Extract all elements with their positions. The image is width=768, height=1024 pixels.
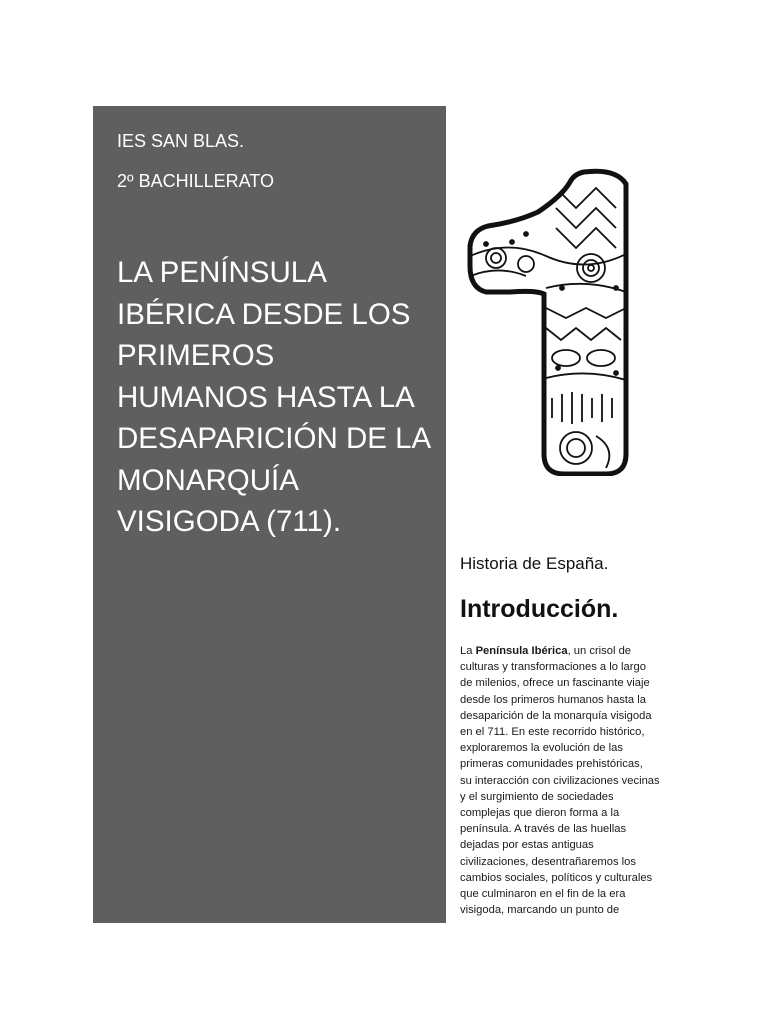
- decorated-number-one-icon: [466, 168, 668, 476]
- paragraph-line: culturas y transformaciones a lo largo: [460, 661, 646, 674]
- section-heading: Introducción.: [460, 595, 619, 623]
- paragraph-line: que culminaron en el fin de la era: [460, 888, 626, 901]
- subject-label: Historia de España.: [460, 554, 609, 573]
- text-run: , un crisol de: [567, 645, 632, 657]
- paragraph-line: cambios sociales, políticos y culturales: [460, 871, 653, 884]
- paragraph-line: desaparición de la monarquía visigoda: [460, 709, 652, 722]
- paragraph-line: dejadas por estas antiguas: [460, 839, 594, 852]
- paragraph-line: desde los primeros humanos hasta la: [460, 693, 646, 706]
- bold-term: Península Ibérica: [475, 645, 568, 657]
- title-line: DESAPARICIÓN DE LA: [117, 422, 432, 455]
- paragraph-line: de milenios, ofrece un fascinante viaje: [460, 677, 650, 690]
- school-name: IES SAN BLAS.: [117, 131, 245, 151]
- course-name: 2º BACHILLERATO: [117, 171, 274, 191]
- paragraph-line: su interacción con civilizaciones vecinas: [460, 774, 660, 787]
- title-line: LA PENÍNSULA: [117, 256, 327, 289]
- paragraph-line: y el surgimiento de sociedades: [460, 790, 614, 803]
- paragraph-line: civilizaciones, desentrañaremos los: [460, 855, 636, 868]
- paragraph-line: complejas que dieron forma a la: [460, 807, 620, 820]
- document-title: [117, 252, 435, 543]
- title-line: MONARQUÍA: [117, 463, 299, 497]
- paragraph-line: primeras comunidades prehistóricas,: [460, 758, 643, 771]
- paragraph-line: visigoda, marcando un punto de: [460, 904, 620, 917]
- paragraph-line: península. A través de las huellas: [460, 823, 627, 836]
- title-line: PRIMEROS: [117, 339, 275, 372]
- paragraph-line: exploraremos la evolución de las: [460, 742, 623, 755]
- text-run: La: [460, 645, 476, 657]
- title-line: VISIGODA (711).: [117, 505, 342, 538]
- title-line: HUMANOS HASTA LA: [117, 380, 415, 414]
- title-line: IBÉRICA DESDE LOS: [117, 297, 411, 331]
- paragraph-line: [460, 643, 700, 659]
- cover-panel: [93, 106, 446, 923]
- paragraph-line: en el 711. En este recorrido histórico,: [460, 726, 645, 739]
- introduction-paragraph: [460, 643, 700, 918]
